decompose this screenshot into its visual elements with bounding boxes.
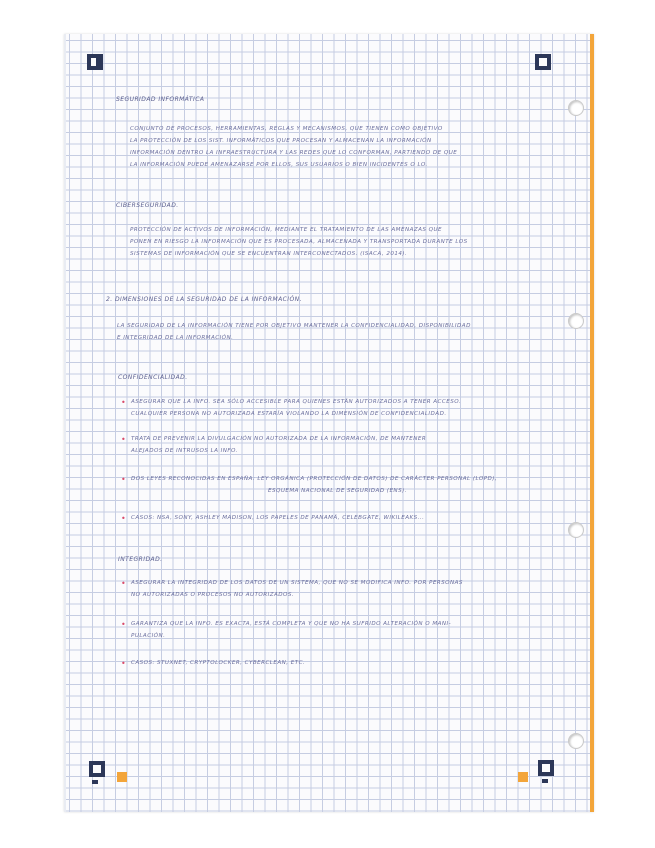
- bullet-icon: •: [121, 579, 126, 588]
- cyber-line: SISTEMAS DE INFORMACIÓN QUE SE ENCUENTRAN INTERCONECTADOS. (ISACA, 2014).: [130, 251, 408, 257]
- confidentiality-line: ESQUEMA NACIONAL DE SEGURIDAD (ENS).: [268, 488, 407, 494]
- heading-confidentiality: CONFIDENCIALIDAD.: [118, 374, 188, 381]
- dimensions-line: E INTEGRIDAD DE LA INFORMACIÓN.: [117, 335, 234, 341]
- integrity-line: NO AUTORIZADAS O PROCESOS NO AUTORIZADOS.: [131, 592, 295, 598]
- page-edge: [64, 34, 66, 812]
- corner-marker-icon: [87, 54, 103, 70]
- integrity-line: CASOS: STUXNET, CRYPTOLOCKER, CYBERCLEAN, ETC.: [131, 660, 306, 666]
- bullet-icon: •: [121, 435, 126, 444]
- integrity-line: PULACIÓN.: [131, 633, 166, 639]
- confidentiality-line: TRATA DE PREVENIR LA DIVULGACIÓN NO AUTORIZADA DE LA INFORMACIÓN, DE MANTENER: [131, 436, 427, 442]
- binder-hole-icon: [568, 522, 584, 538]
- corner-tick-mark: [92, 780, 98, 784]
- confidentiality-line: DOS LEYES RECONOCIDAS EN ESPAÑA: LEY ORGÁNICA (PROTECCIÓN DE DATOS) DE CARÁCTER PERSONAL (LOPD),: [131, 476, 498, 482]
- confidentiality-line: CUALQUIER PERSONA NO AUTORIZADA ESTARÍA VIOLANDO LA DIMENSIÓN DE CONFIDENCIALIDAD.: [131, 411, 447, 417]
- cyber-line: PONEN EN RIESGO LA INFORMACIÓN QUE ES PROCESADA, ALMACENADA Y TRANSPORTADA DURANTE LOS: [130, 239, 468, 245]
- confidentiality-line: ASEGURAR QUE LA INFO. SEA SÓLO ACCESIBLE PARA QUIENES ESTÁN AUTORIZADOS A TENER ACCESO.: [131, 399, 462, 405]
- security-line: LA INFORMACIÓN PUEDE AMENAZARSE POR ELLOS, SUS USUARIOS O BIEN INCIDENTES O LO.: [130, 162, 428, 168]
- bullet-icon: •: [121, 659, 126, 668]
- bullet-icon: •: [121, 514, 126, 523]
- dimensions-line: LA SEGURIDAD DE LA INFORMACIÓN TIENE POR OBJETIVO MANTENER LA CONFIDENCIALIDAD, DISPONIBILIDAD: [117, 323, 471, 329]
- heading-integrity: INTEGRIDAD.: [118, 556, 163, 563]
- integrity-line: GARANTIZA QUE LA INFO. ES EXACTA, ESTÁ COMPLETA Y QUE NO HA SUFRIDO ALTERACIÓN O MANI-: [131, 621, 452, 627]
- heading-security: SEGURIDAD INFORMÁTICA: [116, 96, 205, 103]
- corner-marker-icon: [535, 54, 551, 70]
- confidentiality-line: ALEJADOS DE INTRUSOS LA INFO.: [131, 448, 238, 454]
- orange-marker: [518, 772, 528, 782]
- binder-hole-icon: [568, 733, 584, 749]
- orange-marker: [117, 772, 127, 782]
- heading-dimensions: 2. DIMENSIONES DE LA SEGURIDAD DE LA INFORMACIÓN.: [106, 296, 302, 303]
- security-line: INFORMACIÓN DENTRO LA INFRAESTRUCTURA Y LAS REDES QUE LO CONFORMAN, PARTIENDO DE QUE: [130, 150, 458, 156]
- heading-cyber: CIBERSEGURIDAD.: [116, 202, 179, 209]
- bullet-icon: •: [121, 475, 126, 484]
- bullet-icon: •: [121, 620, 126, 629]
- security-line: CONJUNTO DE PROCESOS, HERRAMIENTAS, REGLAS Y MECANISMOS, QUE TIENEN COMO OBJETIVO: [130, 126, 443, 132]
- corner-marker-icon: [89, 761, 105, 777]
- confidentiality-line: CASOS: NSA, SONY, ASHLEY MADISON, LOS PAPELES DE PANAMÁ, CELEBGATE, WIKILEAKS...: [131, 515, 425, 521]
- security-line: LA PROTECCIÓN DE LOS SIST. INFORMÁTICOS QUE PROCESAN Y ALMACENAN LA INFORMACIÓN: [130, 138, 432, 144]
- cyber-line: PROTECCIÓN DE ACTIVOS DE INFORMACIÓN, MEDIANTE EL TRATAMIENTO DE LAS AMENAZAS QUE: [130, 227, 443, 233]
- binder-hole-icon: [568, 100, 584, 116]
- corner-marker-icon: [538, 760, 554, 776]
- integrity-line: ASEGURAR LA INTEGRIDAD DE LOS DATOS DE UN SISTEMA, QUE NO SE MODIFICA INFO. POR PERSONAS: [131, 580, 463, 586]
- corner-tick-mark: [542, 779, 548, 783]
- bullet-icon: •: [121, 398, 126, 407]
- binder-hole-icon: [568, 313, 584, 329]
